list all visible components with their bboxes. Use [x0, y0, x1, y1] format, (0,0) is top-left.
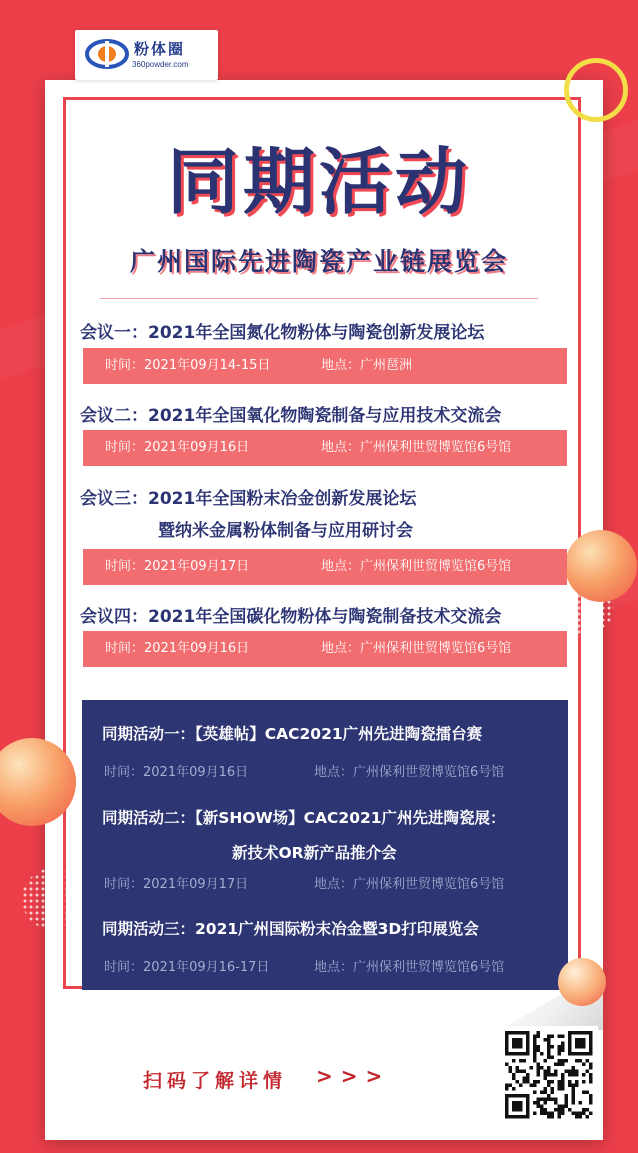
meeting-info-bar [83, 549, 567, 585]
meeting-place: 地点：广州保利世贸博览馆6号馆 [321, 559, 512, 574]
decorative-dots [22, 868, 84, 930]
scan-prompt: 扫码了解详情 [143, 1070, 288, 1092]
qr-code-icon [500, 1026, 598, 1124]
meeting-info-bar [83, 348, 567, 384]
activity-place: 地点：广州保利世贸博览馆6号馆 [314, 877, 505, 892]
meeting-place: 地点：广州保利世贸博览馆6号馆 [321, 641, 512, 656]
meeting-title: 会议三：2021年全国粉末冶金创新发展论坛 [80, 489, 417, 509]
activity-place: 地点：广州保利世贸博览馆6号馆 [314, 960, 505, 975]
logo-url: 360powder.com [132, 60, 189, 69]
meeting-title: 会议一：2021年全国氮化物粉体与陶瓷创新发展论坛 [80, 323, 485, 343]
meeting-place: 地点：广州保利世贸博览馆6号馆 [321, 440, 512, 455]
title-divider [100, 298, 538, 299]
decorative-ring [564, 58, 628, 122]
activity-title: 同期活动一：【英雄帖】CAC2021广州先进陶瓷擂台赛 [102, 725, 483, 743]
meeting-info-bar [83, 631, 567, 667]
activity-title: 同期活动二：【新SHOW场】CAC2021广州先进陶瓷展： [102, 809, 506, 827]
logo-name: 粉体圈 [134, 40, 186, 58]
activity-time: 时间：2021年09月17日 [104, 877, 249, 892]
activities-panel [82, 700, 568, 990]
qr-code[interactable] [500, 1026, 598, 1124]
activity-time: 时间：2021年09月16日 [104, 765, 249, 780]
meeting-title-line2: 暨纳米金属粉体制备与应用研讨会 [158, 521, 413, 541]
meeting-time: 时间：2021年09月17日 [105, 559, 250, 574]
meeting-info-bar [83, 430, 567, 466]
brand-logo[interactable] [75, 30, 218, 80]
meeting-time: 时间：2021年09月16日 [105, 440, 250, 455]
decorative-ball [565, 530, 637, 602]
meeting-title: 会议二：2021年全国氧化物陶瓷制备与应用技术交流会 [80, 406, 502, 426]
meeting-place: 地点：广州琶洲 [321, 358, 413, 373]
page-title: 同期活动 [166, 140, 471, 224]
page-subtitle: 广州国际先进陶瓷产业链展览会 [129, 247, 508, 276]
meeting-time: 时间：2021年09月16日 [105, 641, 250, 656]
meeting-title: 会议四：2021年全国碳化物粉体与陶瓷制备技术交流会 [80, 607, 502, 627]
arrow-icons: >>> [316, 1064, 391, 1088]
meeting-time: 时间：2021年09月14-15日 [105, 358, 271, 373]
decorative-ball [558, 958, 606, 1006]
activity-title-line2: 新技术OR新产品推介会 [232, 844, 397, 862]
activity-place: 地点：广州保利世贸博览馆6号馆 [314, 765, 505, 780]
activity-time: 时间：2021年09月16-17日 [104, 960, 270, 975]
activity-title: 同期活动三：2021广州国际粉末冶金暨3D打印展览会 [102, 920, 479, 938]
logo-icon [85, 39, 129, 69]
